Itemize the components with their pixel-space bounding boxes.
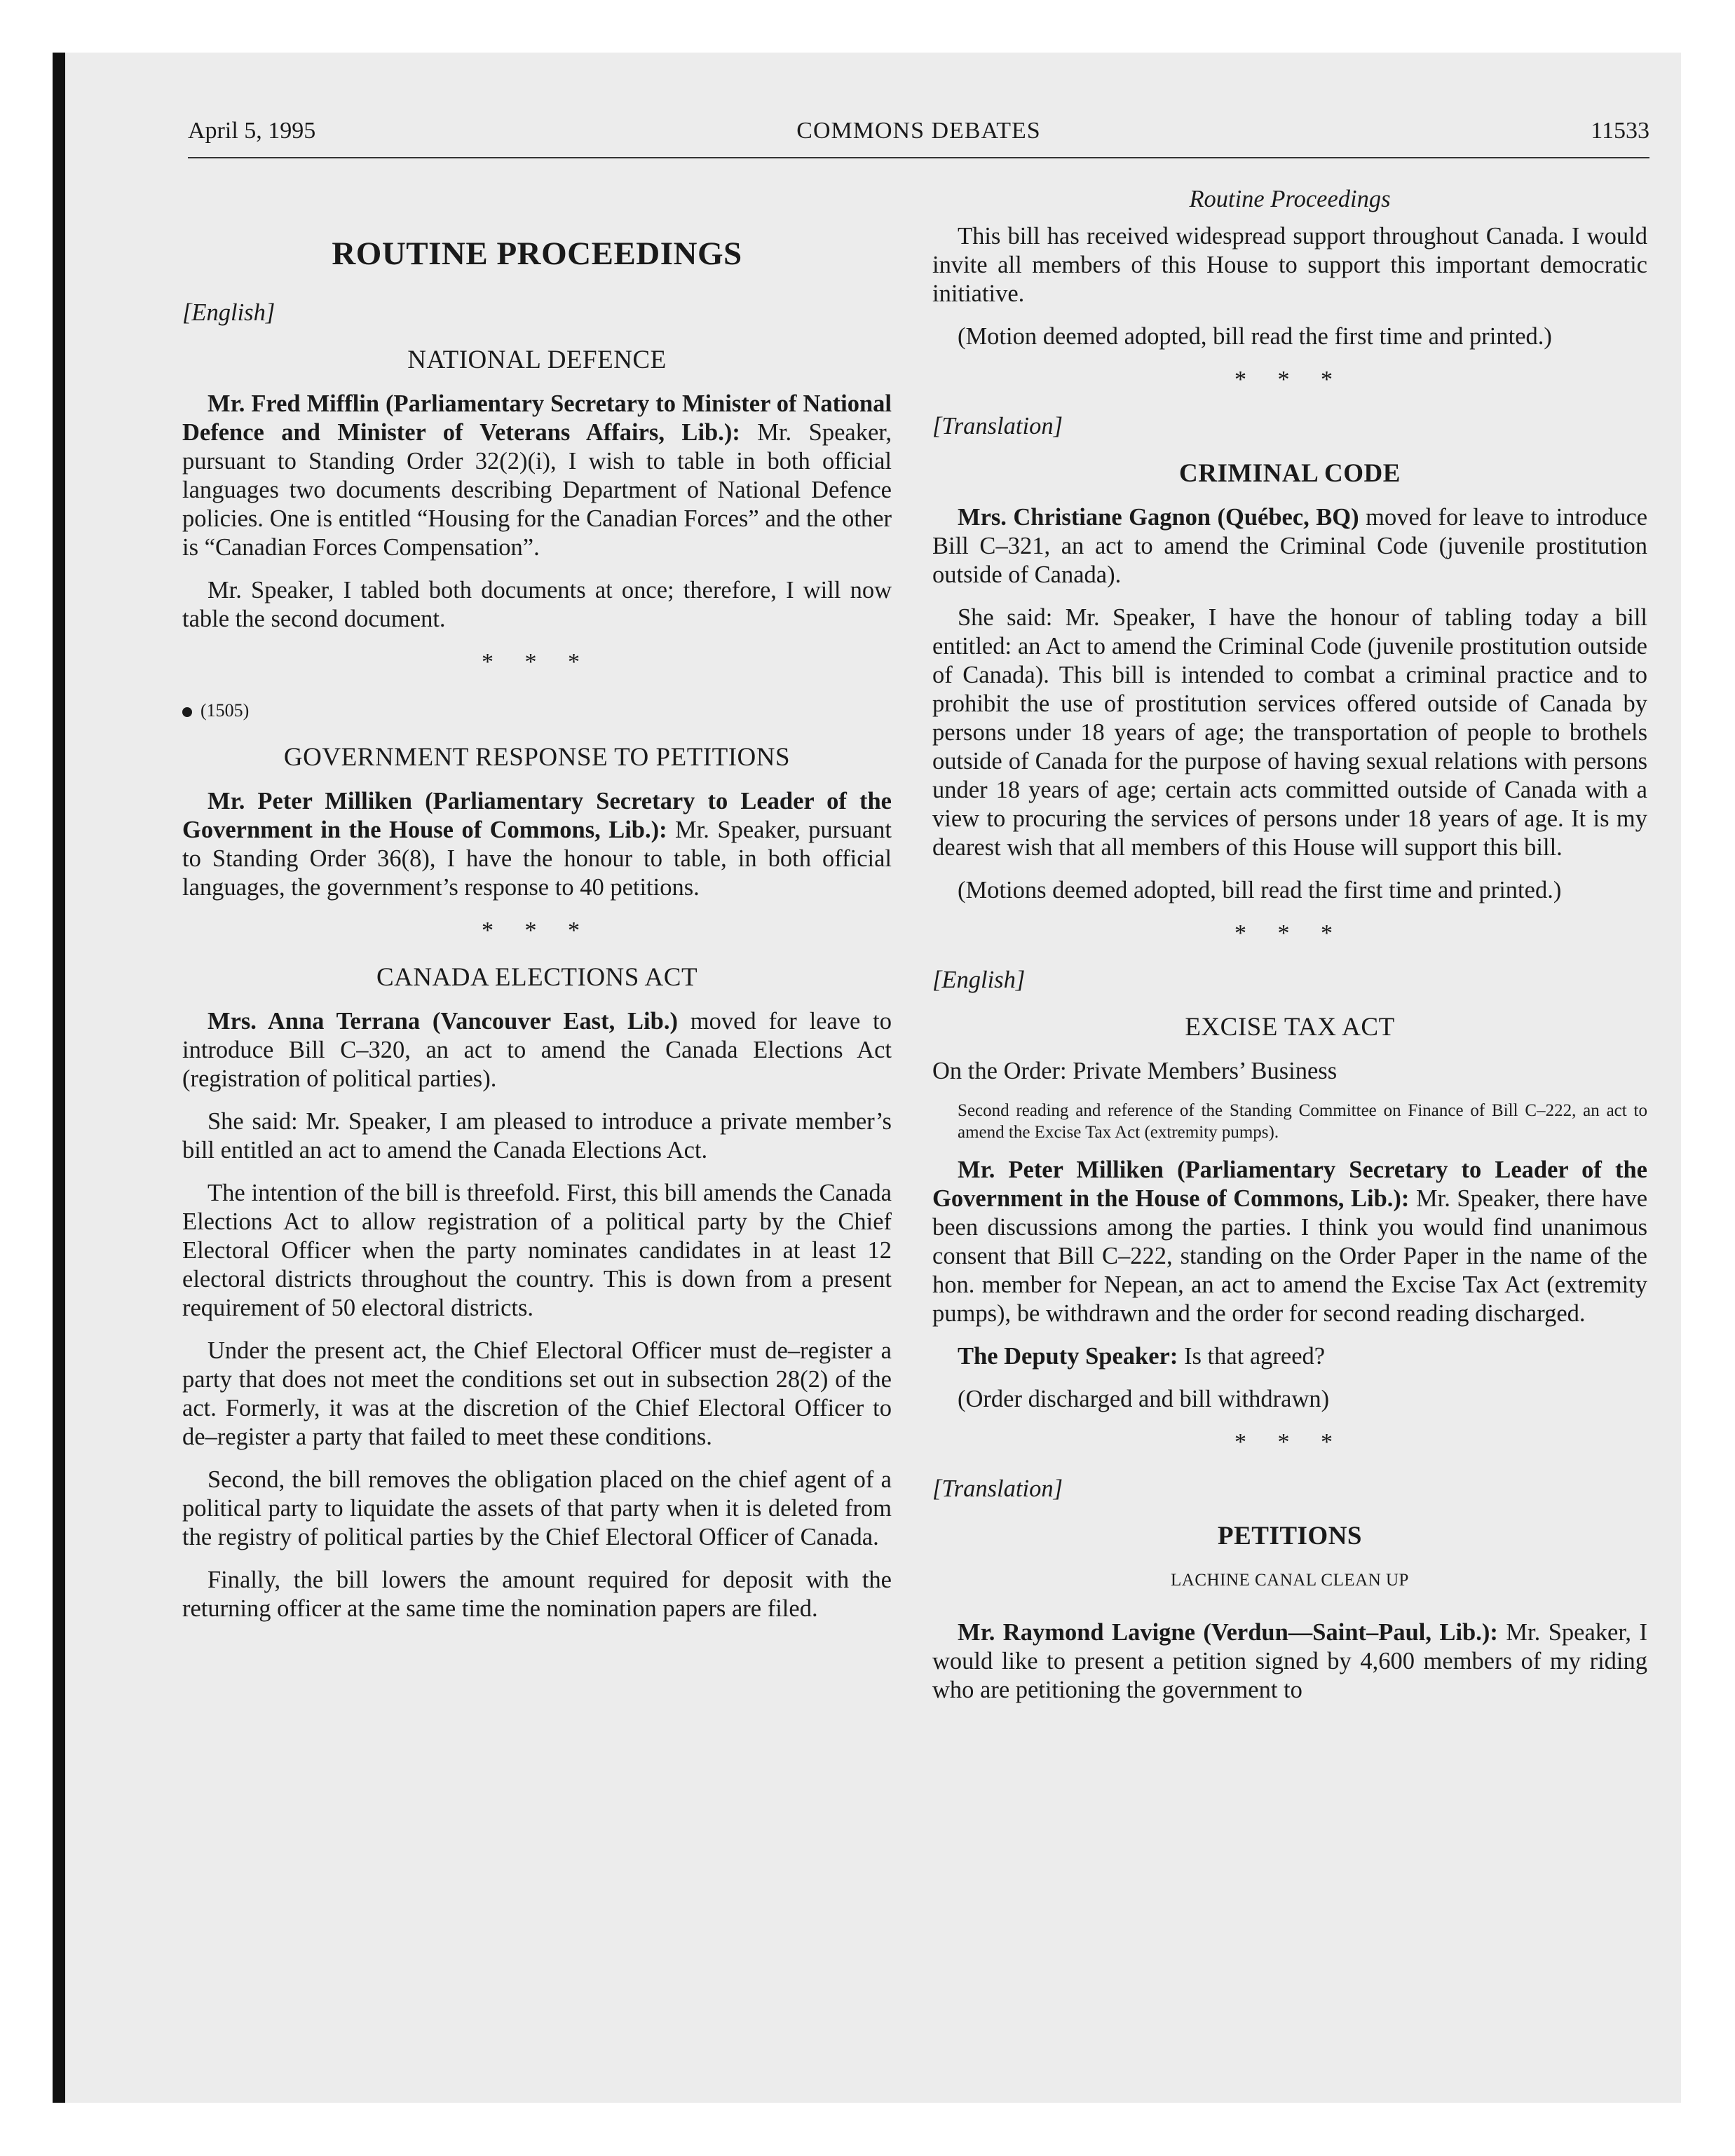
running-head: Routine Proceedings (1189, 186, 1391, 212)
paragraph-text: moved for leave to introduce Bill C–320, an act to amend the Canada Elections Act (registration of political parties). (182, 1008, 892, 1092)
paragraph (932, 503, 1647, 589)
paragraph-text: Mr. Speaker, there have been discussions among the parties. I think you would find unanimous consent that Bill C–222, standing on the Order Paper in the name of the hon. member for Nepean, an act to amend the Excise Tax Act (extremity pumps), be withdrawn and the order for second reading discharged. (932, 1185, 1648, 1327)
paragraph (932, 1342, 1647, 1371)
paragraph: Under the present act, the Chief Electoral Officer must de–register a party that does not meet the conditions set out in subsection 28(2) of the act. Formerly, it was at the discretion of the Chief Electoral Officer to de–register a party that failed to meet these conditions. (182, 1337, 892, 1450)
page-header (188, 118, 1649, 154)
language-marker: [English] (932, 967, 1026, 993)
right-column (932, 184, 1647, 1719)
paragraph (932, 1618, 1647, 1705)
paragraph-text: Mr. Speaker, I would like to present a petition signed by 4,600 members of my riding who are petitioning the government to (932, 1619, 1648, 1703)
paragraph-text: Mr. Speaker, pursuant to Standing Order 36(8), I have the honour to table, in both official languages, the government’s response to 40 petitions. (182, 817, 892, 901)
section-title-criminal-code: CRIMINAL CODE (1179, 459, 1401, 488)
paragraph (182, 787, 892, 902)
language-marker: [Translation] (932, 1475, 1063, 1502)
order-line: On the Order: Private Members’ Business (932, 1058, 1338, 1084)
language-marker: [English] (182, 299, 275, 326)
main-title: ROUTINE PROCEEDINGS (332, 236, 742, 272)
speaker-name: The Deputy Speaker: (958, 1343, 1178, 1370)
section-separator: * * * (482, 649, 592, 675)
speaker-name: Mr. Fred Mifflin (Parliamentary Secretary to Minister of National Defence and Minister of Veterans Affairs, Lib.): (182, 390, 892, 446)
timestamp (182, 696, 892, 725)
paragraph: The intention of the bill is threefold. First, this bill amends the Canada Elections Act to allow registration of a political party by the Chief Electoral Officer when the party nominates candidates in at least 12 electoral districts throughout the country. This is down from a present requirement of 50 electoral districts. (182, 1180, 892, 1321)
speaker-name: Mr. Peter Milliken (Parliamentary Secretary to Leader of the Government in the House of Commons, Lib.): (182, 788, 892, 843)
paragraph: (Motions deemed adopted, bill read the first time and printed.) (958, 877, 1562, 903)
paragraph (182, 390, 892, 562)
paragraph-text: Mr. Speaker, pursuant to Standing Order 32(2)(i), I wish to table in both official languages two documents describing Department of National Defence policies. One is entitled “Housing for the Canadian Forces” and the other is “Canadian Forces Compensation”. (182, 419, 892, 561)
paragraph (932, 1156, 1647, 1328)
petition-subtitle: LACHINE CANAL CLEAN UP (1171, 1571, 1409, 1590)
paragraph: This bill has received widespread support throughout Canada. I would invite all members of this House to support this important democratic initiative. (932, 223, 1647, 307)
scan-edge-bar (53, 53, 65, 2103)
paragraph: Finally, the bill lowers the amount required for deposit with the returning officer at the same time the nomination papers are filed. (182, 1567, 892, 1622)
paragraph: Second, the bill removes the obligation placed on the chief agent of a political party to liquidate the assets of that party when it is deleted from the registry of political parties by the Chief Electoral Officer of Canada. (182, 1466, 892, 1550)
speaker-name: Mrs. Christiane Gagnon (Québec, BQ) (958, 504, 1359, 531)
language-marker: [Translation] (932, 413, 1063, 439)
section-title-national-defence: NATIONAL DEFENCE (407, 346, 667, 374)
paragraph-text: moved for leave to introduce Bill C–321, an act to amend the Criminal Code (juvenile prostitution outside of Canada). (932, 504, 1648, 588)
paragraph (182, 1007, 892, 1093)
bullet-icon (182, 707, 192, 717)
speaker-name: Mr. Peter Milliken (Parliamentary Secretary to Leader of the Government in the House of Commons, Lib.): (932, 1157, 1647, 1212)
section-separator: * * * (1234, 920, 1345, 946)
header-page-number: 11533 (1591, 118, 1649, 144)
section-title-excise-tax: EXCISE TAX ACT (1185, 1013, 1395, 1042)
speaker-name: Mr. Raymond Lavigne (Verdun—Saint–Paul, Lib.): (958, 1619, 1498, 1646)
left-column (182, 184, 892, 1637)
paragraph: She said: Mr. Speaker, I am pleased to introduce a private member’s bill entitled an act to amend the Canada Elections Act. (182, 1108, 892, 1164)
speaker-name: Mrs. Anna Terrana (Vancouver East, Lib.) (207, 1008, 678, 1035)
section-title-canada-elections: CANADA ELECTIONS ACT (376, 963, 698, 992)
header-date: April 5, 1995 (188, 118, 316, 144)
paragraph-text: Is that agreed? (1183, 1343, 1326, 1370)
order-note: Second reading and reference of the Standing Committee on Finance of Bill C–222, an act to amend the Excise Tax Act (extremity pumps). (958, 1101, 1647, 1142)
paragraph: She said: Mr. Speaker, I have the honour of tabling today a bill entitled: an Act to amend the Criminal Code (juvenile prostitution outside of Canada). This bill is intended to combat a criminal practice and to prohibit the use of prostitution services offered outside of Canada by persons under 18 years of age; the transportation of people to brothels outside of Canada for the purpose of having sexual relations with persons under 18 years of age; certain acts committed outside of Canada with a view to procuring the services of persons under 18 years of age. It is my dearest wish that all members of this House will support this bill. (932, 604, 1647, 861)
paragraph: (Order discharged and bill withdrawn) (958, 1386, 1330, 1412)
timestamp-text: (1505) (200, 700, 250, 721)
section-title-petitions: PETITIONS (1217, 1522, 1362, 1550)
section-separator: * * * (1234, 1429, 1345, 1455)
paragraph: (Motion deemed adopted, bill read the first time and printed.) (958, 323, 1552, 350)
paragraph: Mr. Speaker, I tabled both documents at once; therefore, I will now table the second document. (182, 577, 892, 632)
header-title: COMMONS DEBATES (796, 118, 1041, 144)
section-separator: * * * (482, 917, 592, 943)
section-title-government-response: GOVERNMENT RESPONSE TO PETITIONS (283, 743, 791, 772)
section-separator: * * * (1234, 367, 1345, 393)
header-rule (188, 157, 1649, 158)
